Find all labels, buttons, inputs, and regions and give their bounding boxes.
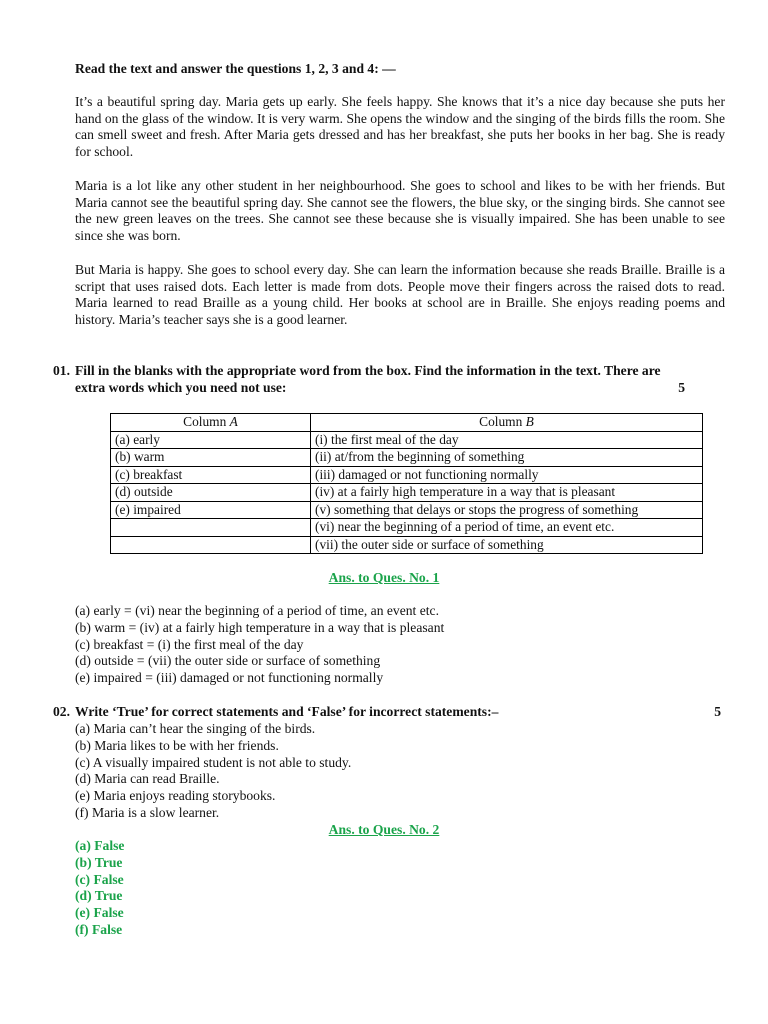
- list-item: (e) Maria enjoys reading storybooks.: [75, 788, 276, 804]
- question-text: Write ‘True’ for correct statements and ‘False’ for incorrect statements:–: [75, 704, 499, 719]
- question-marks: 5: [714, 704, 721, 719]
- column-b-header: Column B: [311, 414, 703, 432]
- table-cell: (ii) at/from the beginning of something: [311, 449, 703, 467]
- answer-2-list: [75, 838, 725, 939]
- table-cell: (vii) the outer side or surface of something: [311, 536, 703, 554]
- list-item: (e) False: [75, 905, 124, 921]
- table-row: [111, 536, 703, 554]
- question-number: 02.: [53, 704, 70, 719]
- table-cell: (d) outside: [111, 484, 311, 502]
- list-item: (e) impaired = (iii) damaged or not functioning normally: [75, 670, 384, 686]
- table-cell: (vi) near the beginning of a period of time, an event etc.: [311, 519, 703, 537]
- list-item: (c) breakfast = (i) the first meal of the day: [75, 636, 304, 652]
- table-cell: [111, 519, 311, 537]
- answer-2-title: Ans. to Ques. No. 2: [328, 822, 440, 837]
- matching-table: [110, 413, 703, 554]
- list-item: (b) Maria likes to be with her friends.: [75, 737, 279, 753]
- list-item: (f) False: [75, 921, 123, 937]
- paragraph-text: But Maria is happy. She goes to school every day. She can learn the information because she reads Braille. Braille is a script that uses raised dots. Each letter is made from dots. People move their fingers across the raised dots to read. Maria learned to read Braille as a young child. Her books at school are in Braille. She enjoys reading poems and history. Maria’s teacher says she is a good learner.: [75, 262, 725, 327]
- table-row: [111, 449, 703, 467]
- list-item: (c) A visually impaired student is not able to study.: [75, 754, 352, 770]
- list-item: (c) False: [75, 871, 124, 887]
- question-marks: 5: [678, 380, 685, 395]
- list-item: (a) early = (vi) near the beginning of a period of time, an event etc.: [75, 603, 439, 618]
- question-number: 01.: [53, 363, 70, 378]
- table-cell: (c) breakfast: [111, 466, 311, 484]
- table-cell: (b) warm: [111, 449, 311, 467]
- answer-1-list: [75, 603, 725, 687]
- table-cell: (v) something that delays or stops the progress of something: [311, 501, 703, 519]
- paragraph-text: It’s a beautiful spring day. Maria gets up early. She feels happy. She knows that it’s a nice day because she puts her hand on the glass of the window. It is very warm. She opens the window and the singing of the birds fills the room. She can smell sweet and fresh. After Maria gets dressed and has her breakfast, she puts her books in her bag. She is ready for school.: [75, 94, 725, 159]
- column-a-header: Column A: [111, 414, 311, 432]
- paragraph-text: Maria is a lot like any other student in her neighbourhood. She goes to school and likes to be with her friends. But Maria cannot see the beautiful spring day. She cannot see the flowers, the blue sky, or the singing birds. She cannot see the new green leaves on the trees. She cannot see these because she is visually impaired. She has been unable to see since she was born.: [75, 178, 725, 243]
- passage-paragraph-3: [75, 262, 725, 328]
- list-item: (d) True: [75, 888, 123, 904]
- table-cell: [111, 536, 311, 554]
- statement-list: [75, 721, 725, 822]
- passage-paragraph-2: [75, 178, 725, 244]
- question-1: [53, 363, 725, 396]
- list-item: (f) Maria is a slow learner.: [75, 804, 220, 820]
- table-header-row: [111, 414, 703, 432]
- table-cell: (iv) at a fairly high temperature in a way that is pleasant: [311, 484, 703, 502]
- question-text: Fill in the blanks with the appropriate word from the box. Find the information in the text. There are extra words which you need not use:: [75, 363, 661, 395]
- table-cell: (iii) damaged or not functioning normally: [311, 466, 703, 484]
- table-row: [111, 519, 703, 537]
- table-row: [111, 431, 703, 449]
- table-cell: (i) the first meal of the day: [311, 431, 703, 449]
- table-cell: (a) early: [111, 431, 311, 449]
- list-item: (d) Maria can read Braille.: [75, 771, 220, 787]
- table-row: [111, 484, 703, 502]
- table-row: [111, 501, 703, 519]
- table-row: [111, 466, 703, 484]
- answer-1-title: Ans. to Ques. No. 1: [328, 570, 440, 585]
- list-item: (b) warm = (iv) at a fairly high temperature in a way that is pleasant: [75, 619, 445, 635]
- table-cell: (e) impaired: [111, 501, 311, 519]
- list-item: (b) True: [75, 854, 123, 870]
- list-item: (a) False: [75, 838, 125, 853]
- list-item: (a) Maria can’t hear the singing of the birds.: [75, 721, 316, 736]
- instructions-heading: Read the text and answer the questions 1, 2, 3 and 4: —: [75, 61, 396, 76]
- list-item: (d) outside = (vii) the outer side or surface of something: [75, 653, 381, 669]
- question-2: [53, 704, 725, 721]
- passage-paragraph-1: [75, 94, 725, 160]
